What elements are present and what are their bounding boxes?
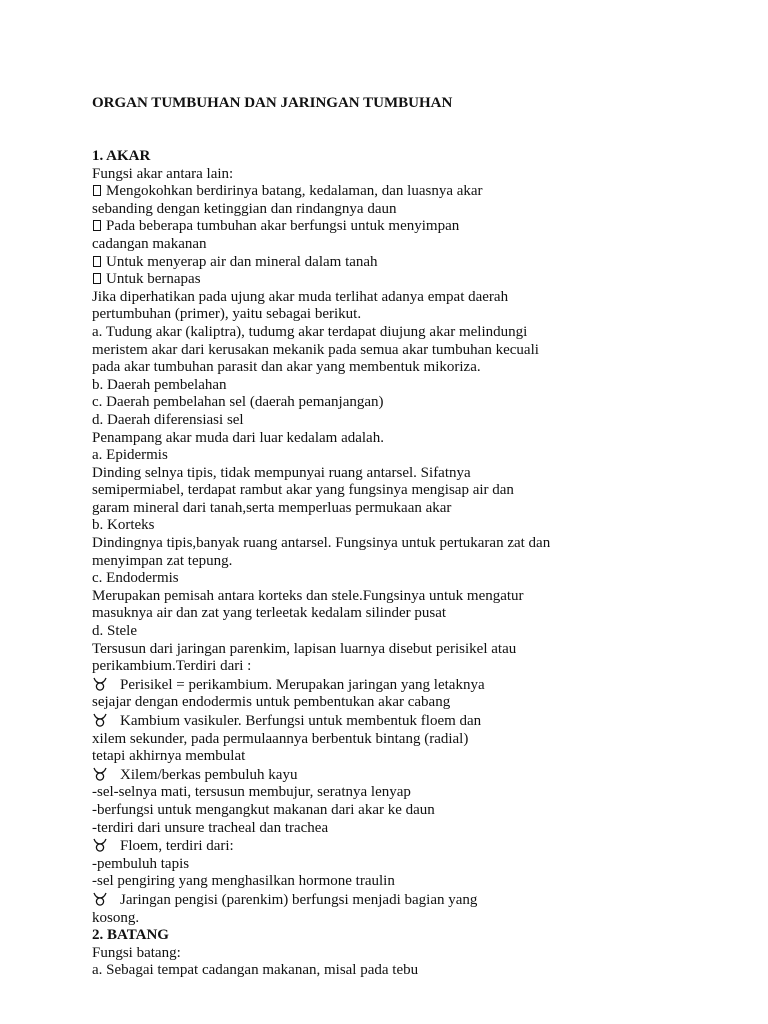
line-text: Fungsi batang: <box>92 944 181 961</box>
text-line <box>92 394 752 412</box>
line-text: -terdiri dari unsure tracheal dan trachea <box>92 819 329 836</box>
bullet-line <box>92 183 752 201</box>
line-text: d. Stele <box>92 623 137 640</box>
line-text: d. Daerah diferensiasi sel <box>92 411 244 428</box>
line-text: xilem sekunder, pada permulaannya berbentuk bintang (radial) <box>92 730 469 747</box>
bullet-line <box>92 837 752 856</box>
bullet-line <box>92 271 752 289</box>
line-text: c. Daerah pembelahan sel (daerah pemanjangan) <box>92 394 384 411</box>
text-line <box>92 447 752 465</box>
text-line <box>92 856 752 874</box>
text-line <box>92 641 752 659</box>
section-heading <box>92 148 752 166</box>
text-line <box>92 201 752 219</box>
line-text: garam mineral dari tanah,serta memperluas permukaan akar <box>92 499 452 516</box>
taurus-bullet-icon <box>92 676 120 691</box>
line-text: Xilem/berkas pembuluh kayu <box>120 766 298 783</box>
line-text: sejajar dengan endodermis untuk pembentukan akar cabang <box>92 694 451 711</box>
text-line <box>92 306 752 324</box>
text-line <box>92 962 752 980</box>
text-line <box>92 910 752 928</box>
text-line <box>92 748 752 766</box>
line-text: a. Epidermis <box>92 447 168 464</box>
text-line <box>92 342 752 360</box>
text-line <box>92 535 752 553</box>
line-text: b. Korteks <box>92 517 155 534</box>
line-text: Tersusun dari jaringan parenkim, lapisan luarnya disebut perisikel atau <box>92 640 517 657</box>
bullet-line <box>92 891 752 910</box>
line-text: sebanding dengan ketinggian dan rindangnya daun <box>92 200 397 217</box>
taurus-bullet-icon <box>92 712 120 727</box>
line-text: Dinding selnya tipis, tidak mempunyai ruang antarsel. Sifatnya <box>92 464 471 481</box>
line-text: tetapi akhirnya membulat <box>92 748 246 765</box>
taurus-bullet-icon <box>92 891 120 906</box>
line-text: Untuk bernapas <box>106 271 201 288</box>
line-text: Mengokohkan berdirinya batang, kedalaman, dan luasnya akar <box>106 183 483 200</box>
document-title: ORGAN TUMBUHAN DAN JARINGAN TUMBUHAN <box>92 95 453 111</box>
text-line <box>92 500 752 518</box>
text-line <box>92 873 752 891</box>
text-line <box>92 605 752 623</box>
line-text: Perisikel = perikambium. Merupakan jaringan yang letaknya <box>120 676 485 693</box>
text-line <box>92 694 752 712</box>
bullet-line <box>92 676 752 695</box>
line-text: Floem, terdiri dari: <box>120 838 234 855</box>
bullet-line <box>92 766 752 785</box>
text-line <box>92 517 752 535</box>
line-text: Merupakan pemisah antara korteks dan stele.Fungsinya untuk mengatur <box>92 587 524 604</box>
line-text: -pembuluh tapis <box>92 855 190 872</box>
line-text: menyimpan zat tepung. <box>92 552 233 569</box>
line-text: kosong. <box>92 909 140 926</box>
text-line <box>92 784 752 802</box>
empty-box-icon <box>93 220 101 231</box>
line-text: Jika diperhatikan pada ujung akar muda terlihat adanya empat daerah <box>92 288 509 305</box>
line-text: Penampang akar muda dari luar kedalam adalah. <box>92 429 384 446</box>
line-text: b. Daerah pembelahan <box>92 376 227 393</box>
text-line <box>92 731 752 749</box>
line-text: pertumbuhan (primer), yaitu sebagai berikut. <box>92 306 362 323</box>
line-text: 1. AKAR <box>92 148 151 164</box>
text-line <box>92 658 752 676</box>
document-body <box>92 148 752 980</box>
text-line <box>92 802 752 820</box>
line-text: pada akar tumbuhan parasit dan akar yang membentuk mikoriza. <box>92 359 481 376</box>
text-line <box>92 945 752 963</box>
empty-box-icon <box>93 273 101 284</box>
line-text: Pada beberapa tumbuhan akar berfungsi untuk menyimpan <box>106 218 460 235</box>
text-line <box>92 553 752 571</box>
line-text: Fungsi akar antara lain: <box>92 165 234 182</box>
bullet-line <box>92 218 752 236</box>
bullet-line <box>92 712 752 731</box>
section-heading <box>92 927 752 945</box>
text-line <box>92 377 752 395</box>
line-text: cadangan makanan <box>92 235 207 252</box>
text-line <box>92 570 752 588</box>
line-text: meristem akar dari kerusakan mekanik pada semua akar tumbuhan kecuali <box>92 341 539 358</box>
text-line <box>92 482 752 500</box>
line-text: a. Tudung akar (kaliptra), tudumg akar terdapat diujung akar melindungi <box>92 323 528 340</box>
text-line <box>92 465 752 483</box>
text-line <box>92 412 752 430</box>
empty-box-icon <box>93 185 101 196</box>
text-line <box>92 588 752 606</box>
taurus-bullet-icon <box>92 766 120 781</box>
bullet-line <box>92 254 752 272</box>
text-line <box>92 166 752 184</box>
line-text: -berfungsi untuk mengangkut makanan dari akar ke daun <box>92 801 435 818</box>
line-text: semipermiabel, terdapat rambut akar yang fungsinya mengisap air dan <box>92 482 514 499</box>
line-text: -sel pengiring yang menghasilkan hormone traulin <box>92 873 395 890</box>
empty-box-icon <box>93 256 101 267</box>
text-line <box>92 430 752 448</box>
line-text: masuknya air dan zat yang terleetak kedalam silinder pusat <box>92 605 447 622</box>
text-line <box>92 324 752 342</box>
line-text: Jaringan pengisi (parenkim) berfungsi menjadi bagian yang <box>120 891 478 908</box>
text-line <box>92 623 752 641</box>
line-text: perikambium.Terdiri dari : <box>92 658 252 675</box>
text-line <box>92 359 752 377</box>
taurus-bullet-icon <box>92 837 120 852</box>
line-text: c. Endodermis <box>92 570 179 587</box>
text-line <box>92 289 752 307</box>
line-text: Kambium vasikuler. Berfungsi untuk membentuk floem dan <box>120 713 482 729</box>
line-text: a. Sebagai tempat cadangan makanan, misal pada tebu <box>92 962 419 979</box>
line-text: -sel-selnya mati, tersusun membujur, seratnya lenyap <box>92 784 411 801</box>
line-text: Dindingnya tipis,banyak ruang antarsel. Fungsinya untuk pertukaran zat dan <box>92 535 551 552</box>
line-text: Untuk menyerap air dan mineral dalam tanah <box>106 253 378 270</box>
text-line <box>92 236 752 254</box>
text-line <box>92 820 752 838</box>
line-text: 2. BATANG <box>92 927 169 944</box>
